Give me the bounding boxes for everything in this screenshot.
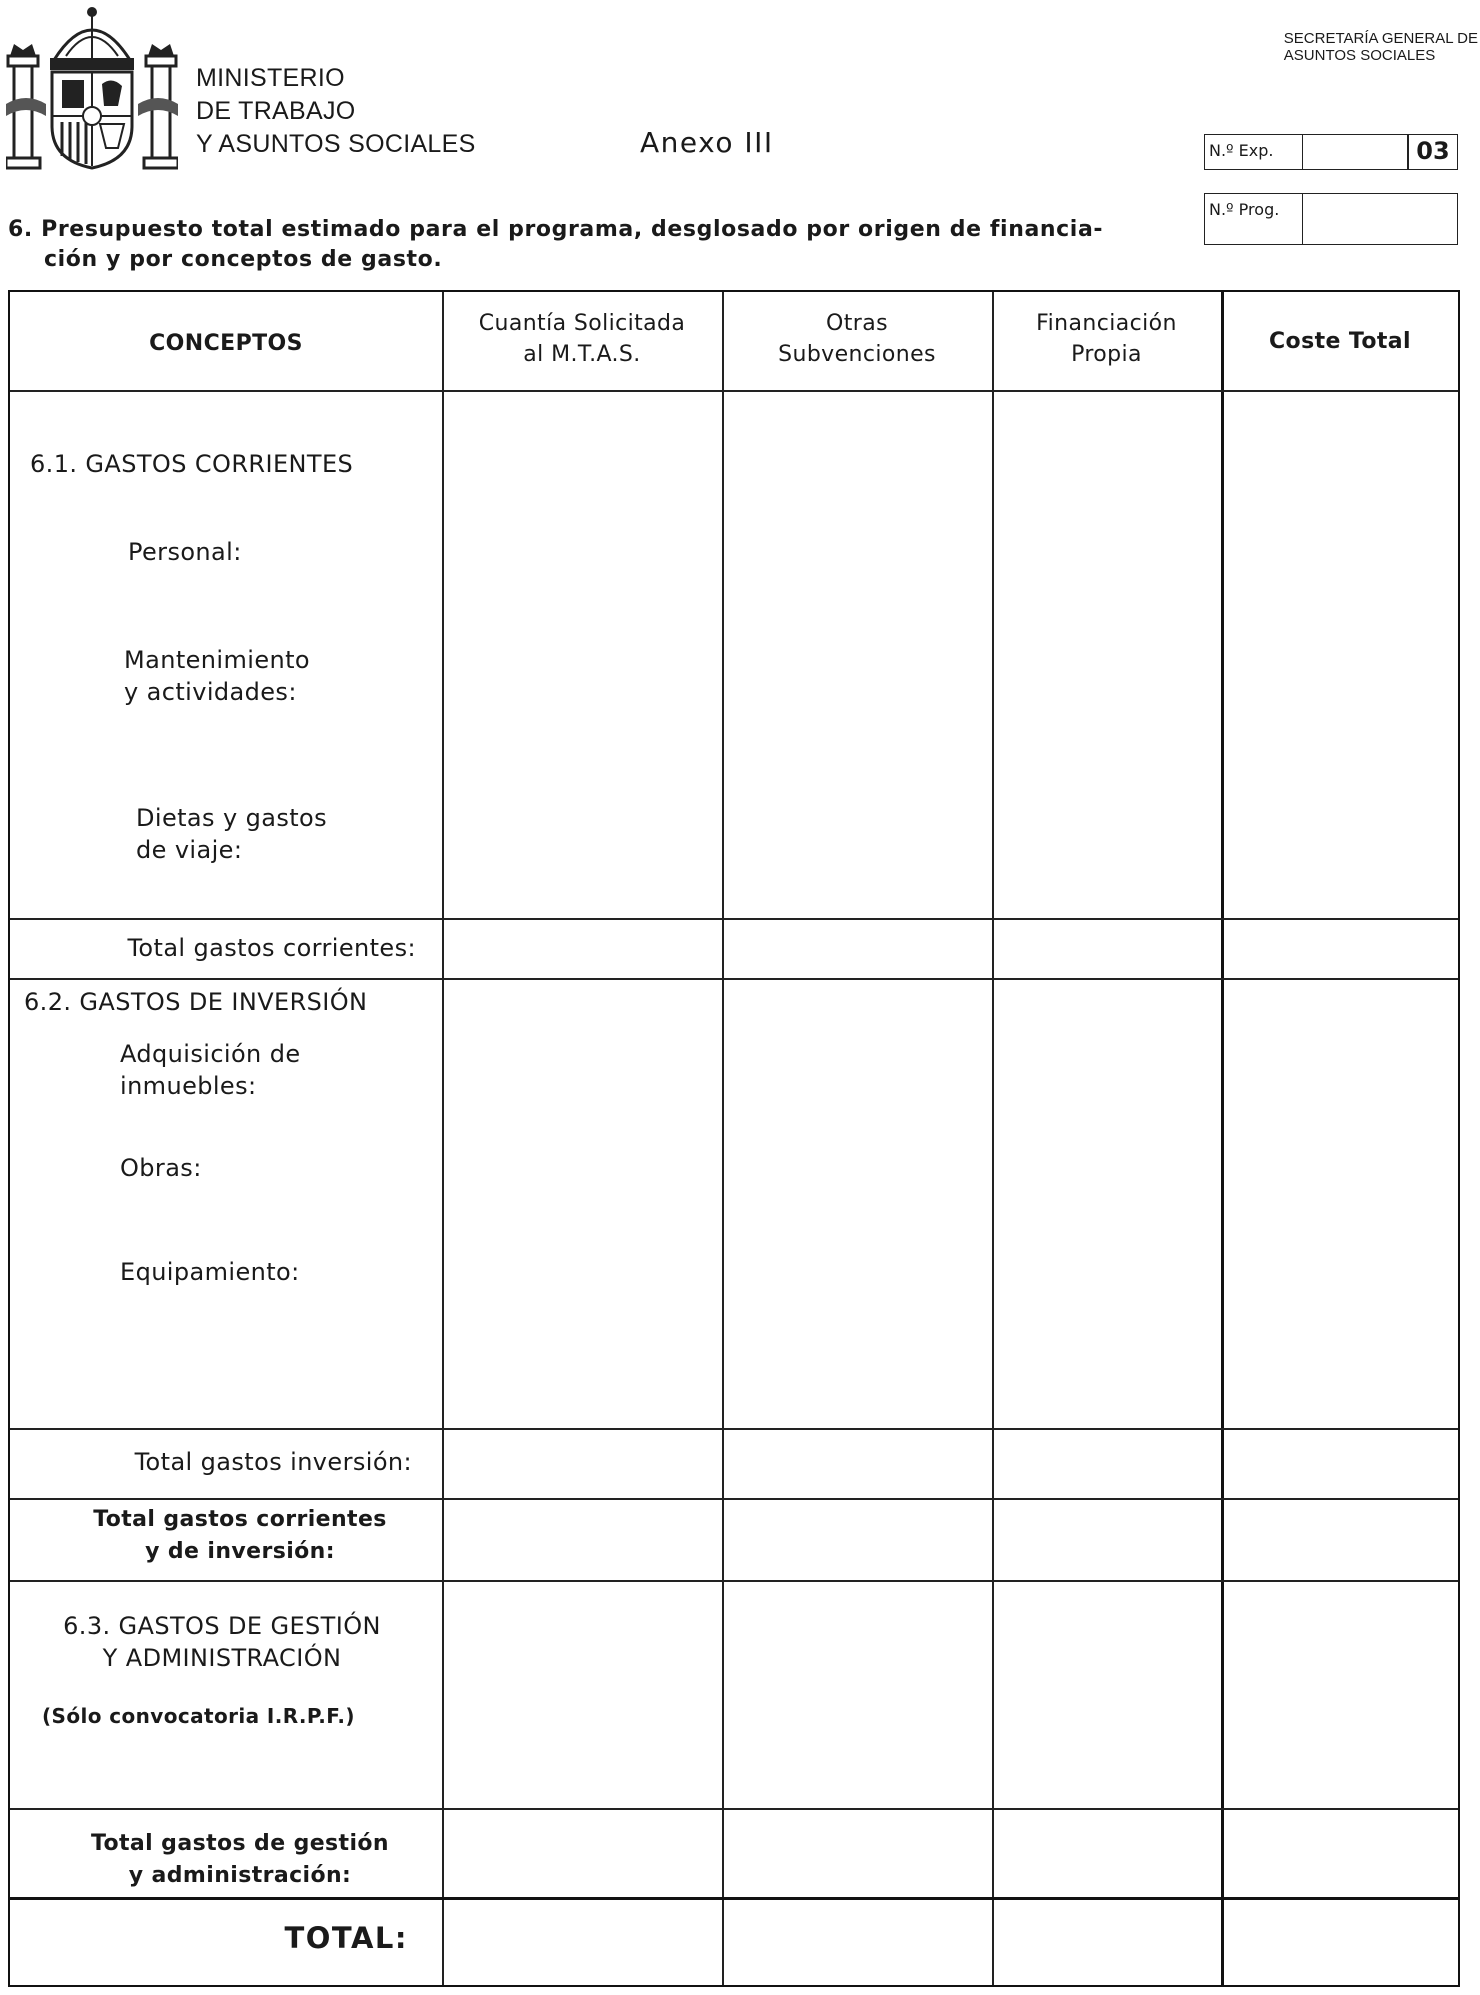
- row-label-line: Total gastos corrientes: [93, 1507, 387, 1532]
- exp-number-box: [1204, 134, 1458, 170]
- ministry-line: Y ASUNTOS SOCIALES: [196, 130, 476, 158]
- row-divider: [10, 918, 1458, 920]
- row-gastos-inversion: 6.2. GASTOS DE INVERSIÓN: [24, 988, 368, 1016]
- row-divider: [10, 1808, 1458, 1810]
- exp-number-field[interactable]: [1303, 135, 1407, 169]
- header-line: Subvenciones: [778, 342, 936, 367]
- row-mantenimiento: [124, 644, 310, 708]
- exp-code: 03: [1407, 135, 1457, 169]
- section-title-line: 6. Presupuesto total estimado para el programa, desglosado por origen de financia-: [8, 217, 1104, 242]
- row-divider: [10, 1428, 1458, 1430]
- row-solo-irpf: (Sólo convocatoria I.R.P.F.): [42, 1704, 355, 1728]
- row-obras: Obras:: [120, 1154, 202, 1182]
- row-label-line: Total gastos de gestión: [91, 1831, 389, 1856]
- header-financiacion-propia: [992, 308, 1221, 370]
- row-dietas: [136, 802, 327, 866]
- row-total: TOTAL:: [284, 1921, 408, 1955]
- header-line: al M.T.A.S.: [523, 342, 641, 367]
- row-divider: [10, 390, 1458, 392]
- row-label-line: y de inversión:: [145, 1539, 335, 1564]
- column-divider: [1221, 292, 1224, 1985]
- row-gastos-gestion: [40, 1610, 404, 1674]
- prog-number-box: [1204, 193, 1458, 245]
- header-line: Otras: [826, 311, 888, 336]
- ministry-line: DE TRABAJO: [196, 97, 356, 125]
- column-divider: [442, 292, 444, 1985]
- row-adquisicion: [120, 1038, 301, 1102]
- prog-number-field[interactable]: [1303, 194, 1457, 244]
- row-total-corrientes-inversion: [80, 1504, 400, 1568]
- prog-label: N.º Prog.: [1205, 194, 1303, 244]
- row-total-gestion: [80, 1828, 400, 1892]
- exp-label: N.º Exp.: [1205, 135, 1303, 169]
- header-coste-total: Coste Total: [1269, 329, 1411, 354]
- coat-of-arms-icon: [6, 4, 178, 172]
- row-label-line: 6.3. GASTOS DE GESTIÓN: [63, 1612, 381, 1640]
- secretaria-label: [1284, 30, 1478, 64]
- header-cuantia-solicitada: [442, 308, 722, 370]
- row-label-line: y actividades:: [124, 678, 297, 706]
- row-label-line: Y ADMINISTRACIÓN: [102, 1644, 342, 1672]
- row-divider: [10, 1498, 1458, 1500]
- row-label-line: Mantenimiento: [124, 646, 310, 674]
- secretaria-line: SECRETARÍA GENERAL DE: [1283, 30, 1478, 47]
- row-label-line: y administración:: [128, 1863, 352, 1888]
- row-label-line: de viaje:: [136, 836, 243, 864]
- row-label-line: Dietas y gastos: [136, 804, 328, 832]
- row-divider: [10, 1897, 1458, 1900]
- header-conceptos: CONCEPTOS: [149, 331, 303, 356]
- budget-table: [8, 290, 1460, 1987]
- row-total-inversion: Total gastos inversión:: [134, 1448, 412, 1476]
- row-gastos-corrientes: 6.1. GASTOS CORRIENTES: [30, 450, 354, 478]
- ministry-line: MINISTERIO: [196, 64, 345, 92]
- header-otras-subvenciones: [722, 308, 992, 370]
- column-divider: [722, 292, 724, 1985]
- secretaria-line: ASUNTOS SOCIALES: [1283, 47, 1436, 64]
- row-personal: Personal:: [128, 538, 242, 566]
- row-label-line: Adquisición de: [120, 1040, 301, 1068]
- column-divider: [992, 292, 994, 1985]
- row-label-line: inmuebles:: [120, 1072, 257, 1100]
- row-equipamiento: Equipamiento:: [120, 1258, 300, 1286]
- row-divider: [10, 978, 1458, 980]
- annex-title: Anexo III: [640, 126, 774, 159]
- section-title-line: ción y por conceptos de gasto.: [44, 247, 443, 272]
- section-title: [8, 215, 1103, 275]
- row-divider: [10, 1580, 1458, 1582]
- header-line: Cuantía Solicitada: [478, 311, 686, 336]
- header-line: Financiación: [1036, 311, 1177, 336]
- header-line: Propia: [1071, 342, 1142, 367]
- row-total-corrientes: Total gastos corrientes:: [127, 934, 416, 962]
- ministry-name: [196, 62, 476, 161]
